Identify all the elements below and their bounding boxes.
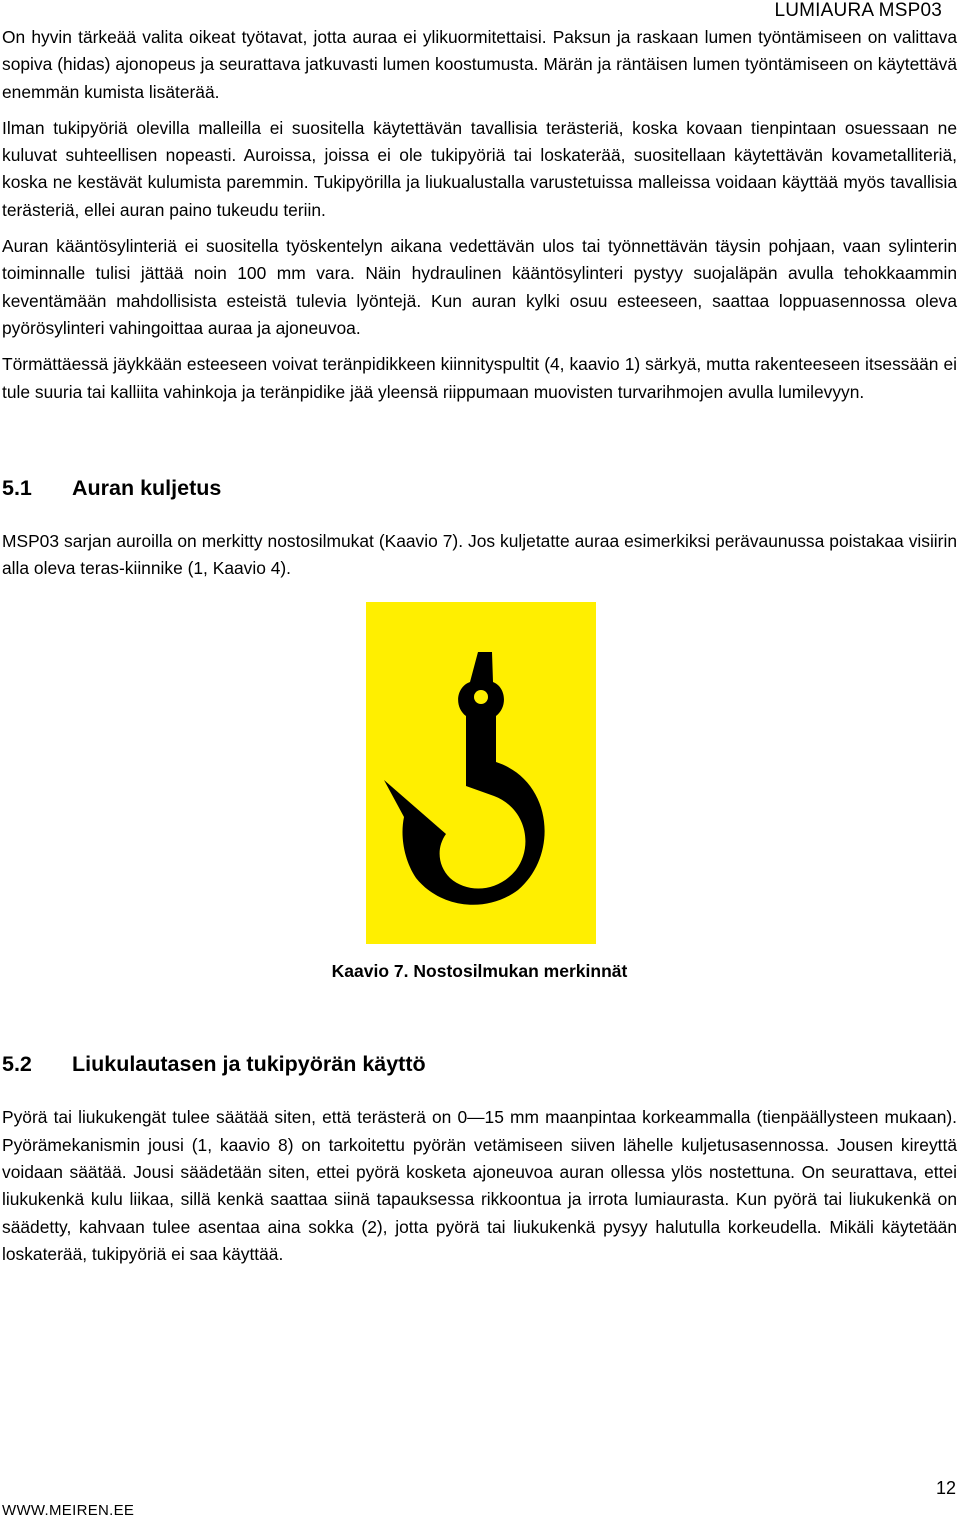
- section-heading-transport: [2, 474, 957, 502]
- section-title: Liukulautasen ja tukipyörän käyttö: [72, 1052, 426, 1077]
- section-title: Auran kuljetus: [72, 475, 222, 500]
- figure-caption: Kaavio 7. Nostosilmukan merkinnät: [331, 961, 628, 982]
- hook-eye-hole: [474, 690, 488, 704]
- paragraph-transport: MSP03 sarjan auroilla on merkitty nostosilmukat (Kaavio 7). Jos kuljetatte auraa esimerkiksi perävaunussa poistakaa visiirin alla oleva teras-kiinnike (1, Kaavio 4).: [2, 530, 957, 579]
- paragraph-work-methods: On hyvin tärkeää valita oikeat työtavat, jotta auraa ei ylikuormitettaisi. Paksun ja raskaan lumen työntämiseen on valittava sopiva (hidas) ajonopeus ja seurattava jatkuvasti lumen koostumusta. Märän ja räntäisen lumen työntämiseen on käytettävä enemmän kumista lisäterää.: [2, 27, 957, 102]
- paragraph-collision: Törmättäessä jäykkään esteeseen voivat teränpidikkeen kiinnityspultit (4, kaavio 1) särkyä, mutta rakenteeseen itsessään ei tule suuria tai kalliita vahinkoja ja teränpidike jää yleensä riippumaan muovisten turvarihmojen avulla lumilevyyn.: [2, 354, 957, 402]
- lifting-hook-icon: [366, 602, 596, 944]
- section-number: 5.1: [2, 475, 32, 500]
- section-heading-skid-wheel: [2, 1050, 957, 1078]
- lifting-point-figure: [366, 602, 596, 944]
- page-number: 12: [935, 1478, 956, 1498]
- paragraph-blades: Ilman tukipyöriä olevilla malleilla ei suositella käytettävän tavallisia terästeriä, koska kovaan tienpintaan osuessaan ne kuluvat suhteellisen nopeasti. Auroissa, joissa ei ole tukipyöriä tai loskaterää, suositellaan käytettävän kovametalliteriä, koska ne kestävät kulumista paremmin. Tukipyörilla ja liukualustalla varustetuissa malleissa voidaan käyttää myös tavallisia terästeriä, ellei auran paino tukeudu teriin.: [2, 117, 957, 220]
- footer-website: WWW.MEIREN.EE: [2, 1502, 135, 1519]
- document-header: LUMIAURA MSP03: [774, 0, 942, 21]
- page-content: [2, 24, 957, 1268]
- section-number: 5.2: [2, 1052, 32, 1077]
- paragraph-skid-wheel: Pyörä tai liukukengät tulee säätää siten, että terästerä on 0—15 mm maanpintaa korkeammalla (tienpäällysteen mukaan). Pyörämekanismin jousi (1, kaavio 8) on tarkoitettu pyörän vetämiseen siiven lähelle kuljetusasennossa. Jousen kireyttä voidaan säätää. Jousi säädetään siten, ettei pyörä kosketa ajoneuvoa auran ollessa ylös nostettuna. On seurattava, ettei liukukenkä kulu liikaa, sillä kenkä saattaa siinä tapauksessa rikkoontua ja irrota lumiaurasta. Kun pyörä tai liukukenkä on säädetty, kahvaan tulee asentaa aina sokka (2), jotta pyörä tai liukukenkä pysyy halutulla korkeudella. Mikäli käytetään loskaterää, tukipyöriä ei saa käyttää.: [2, 1107, 957, 1264]
- paragraph-cylinder: Auran kääntösylinteriä ei suositella työskentelyn aikana vedettävän ulos tai työnnettävän täysin pohjaan, vaan sylinterin toiminnalle tulisi jättää noin 100 mm vara. Näin hydraulinen kääntösylinteri pystyy suojaläpän avulla tehokkaammin keventämään mahdollisista esteistä tulevia lyöntejä. Kun auran kylki osuu esteeseen, saattaa loppuasennossa oleva pyörösylinteri vahingoittaa auraa ja ajoneuvoa.: [2, 236, 957, 338]
